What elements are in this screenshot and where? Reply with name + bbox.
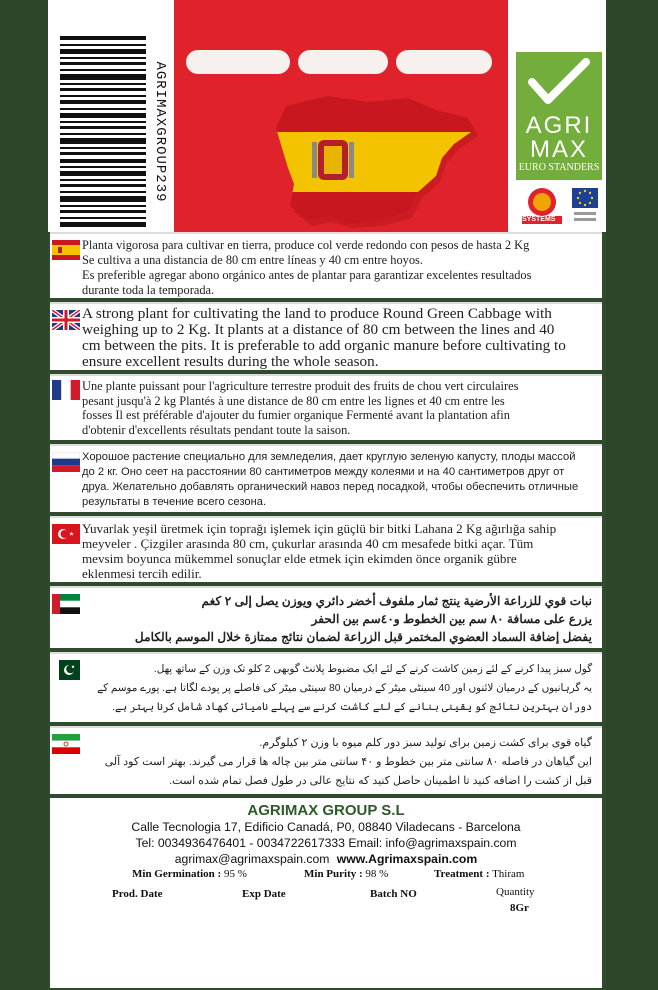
persian-line-1: گیاه قوی برای کشت زمین برای تولید سبز دور کلم میوه با وزن ۲ کیلوگرم. xyxy=(259,737,592,749)
logo-badge xyxy=(516,52,602,180)
urdu-description xyxy=(94,660,592,717)
section-english xyxy=(50,302,602,370)
spanish-line-2: Se cultiva a una distancia de 80 cm entre líneas y 40 cm entre hoyos. xyxy=(82,253,423,267)
english-line-4: ensure excellent results during the whole season. xyxy=(82,353,379,370)
treatment-info xyxy=(434,868,524,880)
english-line-1: A strong plant for cultivating the land to produce Round Green Cabbage with xyxy=(82,305,552,322)
uae-flag-icon xyxy=(52,594,80,614)
company-name: AGRIMAX GROUP S.L xyxy=(247,802,405,819)
iran-flag-icon xyxy=(52,734,80,754)
uk-flag-icon xyxy=(52,310,80,330)
spain-map-icon xyxy=(268,88,488,228)
urdu-line-1: گول سبز پیدا کرنے کے لئے زمین کاشت کرنے کے لئے ایک مضبوط پلانٹ گوبھی 2 کلو تک وزن کے ساتھ پھل. xyxy=(153,664,592,675)
france-flag-icon xyxy=(52,380,80,400)
germination-info xyxy=(132,868,247,880)
germination-label: Min Germination : xyxy=(132,868,222,880)
barcode-number: AGRIMAXGROUP239 xyxy=(152,61,168,203)
french-line-1: Une plante puissant pour l'agriculture terrestre produit des fruits de chou vert circulaires xyxy=(82,379,519,393)
banner-pill-mid xyxy=(298,50,388,74)
logo-tagline: EURO STANDERS xyxy=(518,162,600,173)
turkey-flag-icon xyxy=(52,524,80,544)
pakistan-flag-icon xyxy=(52,660,80,680)
germination-value: 95 % xyxy=(223,868,247,880)
section-spanish xyxy=(50,232,602,298)
section-urdu xyxy=(50,652,602,722)
russia-flag-icon xyxy=(52,452,80,472)
russian-line-4: результаты в течение всего сезона. xyxy=(82,496,267,508)
english-line-3: cm between the pits. It is preferable to add organic manure before cultivating to xyxy=(82,337,566,354)
company-footer xyxy=(50,798,602,988)
left-background-strip xyxy=(0,0,48,990)
quantity-value: 8Gr xyxy=(510,902,529,914)
prod-date-label: Prod. Date xyxy=(112,888,163,900)
russian-line-2: до 2 кг. Оно сеет на расстоянии 80 сантиметров между колеями и на 40 сантиметров друг от xyxy=(82,466,565,478)
cert-label: SYSTEMS xyxy=(522,216,556,223)
arabic-line-1: نبات قوي للزراعة الأرضية ينتج ثمار ملفوف أخضر دائري ويوزن يصل إلى ٢ كغم xyxy=(201,594,592,608)
section-french xyxy=(50,374,602,440)
section-turkish xyxy=(50,516,602,582)
quantity-label: Quantity xyxy=(496,886,535,898)
purity-value: 98 % xyxy=(365,868,389,880)
company-address: Calle Tecnologia 17, Edificio Canadá, P0, 08840 Viladecans - Barcelona xyxy=(131,820,521,834)
spanish-line-1: Planta vigorosa para cultivar en tierra, produce col verde redondo con pesos de hasta 2 Kg xyxy=(82,238,530,252)
section-russian xyxy=(50,444,602,512)
eu-badge xyxy=(570,184,600,228)
section-arabic xyxy=(50,586,602,648)
turkish-line-2: meyveler . Çizgiler arasında 80 cm, çukurlar arasında 40 cm mesafede bitki açar. Tüm xyxy=(82,536,534,551)
company-email[interactable]: agrimax@agrimaxspain.com xyxy=(174,852,330,866)
company-contact xyxy=(50,852,602,866)
barcode xyxy=(58,34,148,230)
english-line-2: weighing up to 2 Kg. It plants at a distance of 80 cm between the lines and 40 xyxy=(82,321,555,338)
treatment-value: Thiram xyxy=(492,868,525,880)
english-description xyxy=(82,306,594,370)
logo-line-max: MAX xyxy=(529,136,588,163)
purity-info xyxy=(304,868,388,880)
arabic-line-2: يزرع على مسافة ٨٠ سم بين الخطوط و٤٠سم بين الحفر xyxy=(311,612,592,626)
persian-line-2: این گیاهان در فاصله ۸۰ سانتی متر بین خطوط و ۴۰ سانتی متر بین چاله ها قرار می گیرند. بهتر است کود آلی xyxy=(104,756,592,768)
french-line-2: pesant jusqu'à 2 kg Plantés à une distance de 80 cm entre les lignes et 40 cm entre les xyxy=(82,393,505,408)
french-line-3: fosses Il est préférable d'ajouter du fumier organique Fermenté avant la plantation afin xyxy=(82,408,510,422)
spanish-line-4: durante toda la temporada. xyxy=(82,283,215,297)
purity-label: Min Purity : xyxy=(304,868,363,880)
french-description xyxy=(82,379,594,437)
checkmark-icon xyxy=(516,56,602,114)
russian-line-3: друа. Желательно добавлять органический навоз перед посадкой, чтобы обеспечить отличные xyxy=(82,481,579,493)
eu-flag-icon xyxy=(570,184,600,228)
turkish-description xyxy=(82,521,594,581)
persian-description xyxy=(94,734,592,791)
certification-badge xyxy=(520,184,564,228)
urdu-line-3: دوران بہترین نتائج کو یقینی بنانے کے لئے کاشت کرنے سے پہلے نامیاتی کھاد شامل کرنا بہتر ہے. xyxy=(112,702,592,713)
russian-description xyxy=(82,450,594,510)
company-phones: Tel: 0034936476401 - 0034722617333 Email: info@agrimaxspain.com xyxy=(135,836,517,850)
logo-line-agri: AGRI xyxy=(525,112,593,139)
right-background-strip xyxy=(606,0,658,990)
section-persian xyxy=(50,726,602,794)
arabic-description xyxy=(94,592,592,646)
banner-pill-left xyxy=(186,50,290,74)
exp-date-label: Exp Date xyxy=(242,888,286,900)
russian-line-1: Хорошое растение специально для земледелия, дает круглую зеленую капусту, плоды массой xyxy=(82,451,576,463)
company-website[interactable]: www.Agrimaxspain.com xyxy=(336,852,478,866)
seed-packet-back xyxy=(48,0,606,990)
spanish-line-3: Es preferible agregar abono orgánico antes de plantar para garantizar excelentes resultados xyxy=(82,268,532,282)
agrimax-logo xyxy=(516,52,602,232)
urdu-line-2: یہ گرہانیوں کے درمیان لائنوں اور 40 سینٹی میٹر کے درمیان 80 سینٹی میٹر کی فاصلے پر پودے لگاتا ہے. پورے موسم کے xyxy=(97,683,592,694)
batch-label: Batch NO xyxy=(370,888,417,900)
persian-line-3: قبل از کشت را اضافه کنید تا اطمینان حاصل کنید که نتایج عالی در طول فصل تمام شده است. xyxy=(169,775,592,787)
treatment-label: Treatment : xyxy=(434,868,490,880)
banner-pill-right xyxy=(396,50,492,74)
spain-flag-icon xyxy=(52,240,80,260)
packet-header xyxy=(48,0,606,232)
arabic-line-3: يفضل إضافة السماد العضوي المختمر قبل الزراعة لضمان نتائج ممتازة خلال الموسم بالكامل xyxy=(134,630,592,644)
turkish-line-1: Yuvarlak yeşil üretmek için toprağı işlemek için güçlü bir bitki Lahana 2 Kg ağırlığa sahip xyxy=(82,521,557,536)
spanish-description xyxy=(82,238,594,298)
turkish-line-4: eklenmesi tercih edilir. xyxy=(82,566,202,581)
french-line-4: d'obtenir d'excellents résultats pendant toute la saison. xyxy=(82,422,351,437)
turkish-line-3: mevsim boyunca mükemmel sonuçlar elde etmek için ekimden önce organik gübre xyxy=(82,551,517,566)
